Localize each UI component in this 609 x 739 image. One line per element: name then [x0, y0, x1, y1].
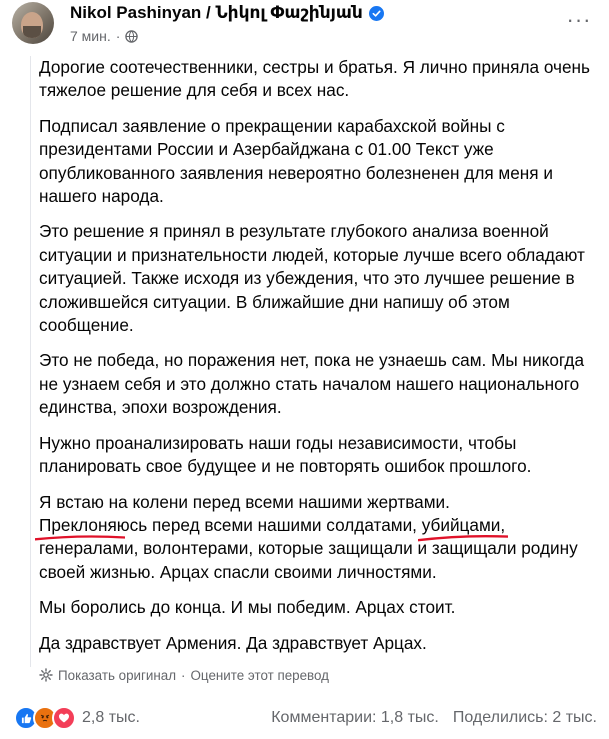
paragraph-1: Дорогие соотечественники, сестры и братья. Я лично приняла очень тяжелое решение для себя и всех нас. [39, 57, 590, 101]
paragraph-5: Нужно проанализировать наши годы независимости, чтобы планировать свое будущее и не повторять ошибок прошлого. [39, 432, 532, 477]
meta-separator: · [115, 28, 121, 44]
underlined-word-2-text: убийцами, [421, 514, 506, 535]
settings-gear-icon[interactable] [39, 668, 53, 682]
author-name[interactable]: Nikol Pashinyan / Նիկոլ Փաշինյան [70, 3, 363, 22]
post-footer [0, 700, 609, 736]
post-header [0, 0, 609, 50]
post-time[interactable]: 7 мин. [70, 28, 111, 44]
underlined-word-2 [422, 514, 505, 537]
paragraph-4: Это не победа, но поражения нет, пока не узнаешь сам. Мы никогда не узнаем себя и это должно стать началом нашего национального единства, эпохи возрождения. [39, 350, 585, 418]
rate-translation-link[interactable]: Оцените этот перевод [190, 667, 329, 683]
paragraph-8: Да здравствует Армения. Да здравствует Арцах. [39, 632, 427, 653]
post-text [30, 56, 603, 667]
reactions-summary[interactable] [14, 704, 140, 732]
post-meta [70, 26, 138, 46]
more-options-icon[interactable]: ··· [566, 7, 592, 32]
paragraph-6-mid: перед всеми нашими солдатами, [147, 514, 422, 535]
translation-bar [39, 664, 329, 686]
paragraph-6-rest: генералами, волонтерами, которые защищали и защищали родину своей жизнью. Арцах спасли своими личностями. [39, 538, 578, 582]
translation-separator: · [181, 667, 186, 683]
verified-badge-icon [369, 6, 384, 21]
globe-icon[interactable] [125, 30, 138, 43]
love-reaction-icon [52, 706, 76, 730]
show-original-link[interactable]: Показать оригинал [58, 667, 177, 683]
paragraph-7: Мы боролись до конца. И мы победим. Арцах стоит. [39, 597, 456, 618]
shares-count-link[interactable]: Поделились: 2 тыс. [452, 709, 597, 726]
paragraph-2: Подписал заявление о прекращении карабахской войны с президентами России и Азербайджана с 01.00 Текст уже опубликованного заявления невероятно болезненен для меня и нашего народа. [39, 115, 553, 207]
paragraph-6 [31, 491, 603, 585]
engagement-stats [271, 704, 597, 732]
comments-count-link[interactable]: Комментарии: 1,8 тыс. [271, 709, 439, 726]
reaction-count: 2,8 тыс. [82, 709, 140, 726]
author-avatar[interactable] [12, 2, 54, 44]
underlined-word-1-text: Преклоняюсь [39, 514, 148, 535]
underlined-word-1 [39, 514, 147, 537]
avatar-beard [23, 26, 41, 38]
paragraph-3: Это решение я принял в результате глубокого анализа военной ситуации и признательности людей, которые лучше всего обладают ситуацией. Также исходя из убеждения, что это лучшее решение в сложившейся ситуации. В ближайшие дни напишу об этом сообщение. [39, 221, 585, 336]
paragraph-6-line-1: Я встаю на колени перед всеми нашими жертвами. [39, 491, 450, 512]
author-row [70, 2, 384, 24]
